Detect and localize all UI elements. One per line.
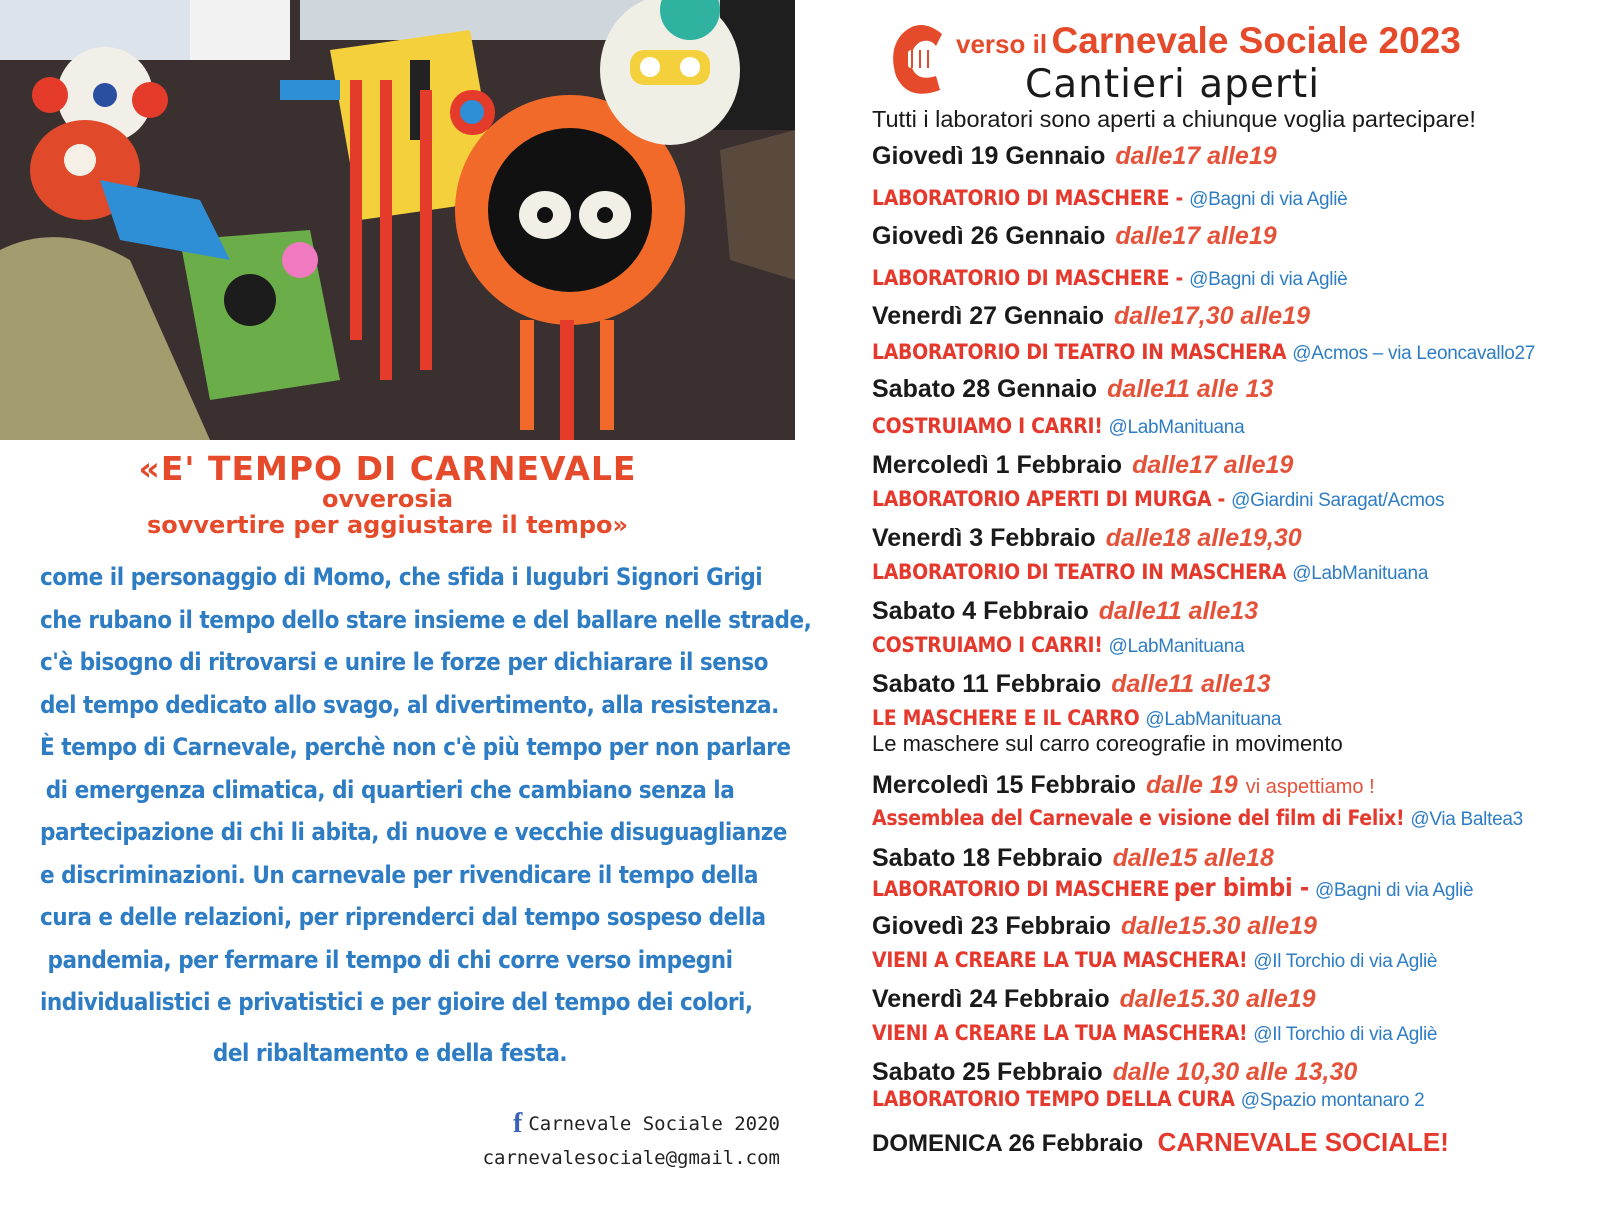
- event-description: Le maschere sul carro coreografie in movimento: [872, 731, 1343, 756]
- event-time: dalle11 alle 13: [1107, 375, 1274, 403]
- event-place: @Bagni di via Agliè: [1314, 880, 1474, 901]
- event-activity-line: [872, 266, 1347, 291]
- event-activity: LABORATORIO DI MASCHERE -: [872, 266, 1184, 290]
- event-time: dalle 19: [1145, 771, 1238, 799]
- event-activity-line: [872, 1087, 1424, 1112]
- event-time: dalle17 alle19: [1115, 142, 1277, 170]
- event-activity: COSTRUIAMO I CARRI!: [872, 414, 1103, 438]
- event-time: dalle18 alle19,30: [1105, 524, 1302, 552]
- manifesto-line: e discriminazioni. Un carnevale per rivendicare il tempo della: [40, 860, 758, 889]
- event-place: @LabManituana: [1108, 417, 1245, 438]
- final-event: [872, 1127, 1449, 1158]
- event-time: dalle11 alle13: [1111, 670, 1271, 698]
- event-activity-line: [872, 633, 1244, 658]
- header-title-main: Carnevale Sociale 2023: [1051, 20, 1461, 61]
- event-date-line: [872, 912, 1317, 941]
- event-date-line: [872, 142, 1277, 171]
- manifesto-line: partecipazione di chi li abita, di nuove e vecchie disuguaglianze: [40, 818, 787, 846]
- manifesto-line: c'è bisogno di ritrovarsi e unire le forze per dichiarare il senso: [40, 648, 768, 676]
- manifesto-line: individualistici e privatistici e per gioire del tempo dei colori,: [40, 988, 753, 1016]
- event-activity-line: [872, 560, 1428, 585]
- manifesto-line: del tempo dedicato allo svago, al divertimento, alla resistenza.: [40, 690, 779, 719]
- event-activity: LABORATORIO TEMPO DELLA CURA: [872, 1087, 1235, 1111]
- header-subtitle: Cantieri aperti: [1025, 62, 1321, 107]
- event-date-line: [872, 985, 1316, 1014]
- event-time: dalle17,30 alle19: [1114, 302, 1311, 330]
- event-day: Sabato 11 Febbraio: [872, 670, 1102, 698]
- event-place: @Il Torchio di via Agliè: [1253, 951, 1438, 972]
- event-time: dalle15 alle18: [1112, 844, 1274, 872]
- event-place: @Via Baltea3: [1410, 809, 1523, 830]
- event-activity: LABORATORIO DI MASCHERE: [872, 877, 1170, 901]
- manifesto-line: che rubano il tempo dello stare insieme e del ballare nelle strade,: [40, 605, 812, 634]
- event-time: dalle15.30 alle19: [1119, 985, 1316, 1013]
- event-activity: COSTRUIAMO I CARRI!: [872, 633, 1103, 657]
- event-day: Sabato 18 Febbraio: [872, 844, 1103, 872]
- manifesto-last-line: del ribaltamento e della festa.: [212, 1038, 568, 1067]
- event-day: Sabato 28 Gennaio: [872, 375, 1098, 403]
- manifesto-body: [40, 556, 812, 1074]
- manifesto-line: come il personaggio di Momo, che sfida i lugubri Signori Grigi: [40, 563, 763, 591]
- event-activity: LE MASCHERE E IL CARRO: [872, 706, 1140, 730]
- event-place: @Bagni di via Agliè: [1189, 189, 1348, 210]
- event-day: Venerdì 27 Gennaio: [872, 302, 1105, 330]
- manifesto-title: «E' TEMPO DI CARNEVALE: [138, 449, 637, 488]
- event-time: dalle15.30 alle19: [1120, 912, 1317, 940]
- event-activity: LABORATORIO DI TEATRO IN MASCHERA: [872, 560, 1287, 584]
- event-time: dalle17 alle19: [1115, 222, 1277, 250]
- event-date-line: [872, 771, 1375, 800]
- manifesto-line: di emergenza climatica, di quartieri che cambiano senza la: [45, 775, 735, 804]
- event-date-line: [872, 451, 1293, 480]
- event-activity-line: [872, 414, 1244, 439]
- event-activity-line: [872, 487, 1444, 512]
- event-activity: LABORATORIO DI TEATRO IN MASCHERA: [872, 340, 1287, 364]
- carnival-c-logo-icon: [890, 20, 950, 100]
- manifesto-line: cura e delle relazioni, per riprenderci dal tempo sospeso della: [40, 903, 766, 931]
- schedule-header: [890, 18, 1570, 108]
- event-date-line: [872, 302, 1310, 331]
- event-day: Venerdì 3 Febbraio: [872, 524, 1096, 552]
- event-time: dalle 10,30 alle 13,30: [1112, 1058, 1358, 1086]
- event-activity-line: [872, 806, 1523, 831]
- event-day: Giovedì 23 Febbraio: [872, 912, 1111, 940]
- event-activity: LABORATORIO APERTI DI MURGA -: [872, 487, 1226, 511]
- event-activity-line: [872, 948, 1437, 973]
- event-place: @Bagni di via Agliè: [1189, 269, 1348, 290]
- event-day: Sabato 25 Febbraio: [872, 1058, 1103, 1086]
- event-place: @LabManituana: [1108, 636, 1245, 657]
- event-day: Giovedì 19 Gennaio: [872, 142, 1106, 170]
- event-place: @Spazio montanaro 2: [1240, 1090, 1425, 1111]
- event-place: @Acmos – via Leoncavallo27: [1292, 343, 1536, 364]
- facebook-link[interactable]: [513, 1108, 780, 1140]
- event-activity-line: [872, 186, 1347, 211]
- final-event-activity: CARNEVALE SOCIALE!: [1157, 1127, 1449, 1157]
- event-time: dalle17 alle19: [1132, 451, 1294, 479]
- event-day: Sabato 4 Febbraio: [872, 597, 1089, 625]
- contact-email[interactable]: carnevalesociale@gmail.com: [482, 1147, 780, 1169]
- event-time: dalle11 alle13: [1098, 597, 1259, 625]
- header-title: [956, 20, 1461, 62]
- event-date-line: [872, 524, 1302, 553]
- event-activity-line: [872, 1021, 1437, 1046]
- event-day: Mercoledì 15 Febbraio: [872, 771, 1136, 799]
- event-activity-highlight: per bimbi -: [1173, 873, 1309, 902]
- final-event-day: DOMENICA 26 Febbraio: [872, 1130, 1144, 1157]
- manifesto-subtitle-ovverosia: ovverosia: [321, 485, 454, 513]
- event-date-line: [872, 222, 1277, 251]
- event-activity: VIENI A CREARE LA TUA MASCHERA!: [872, 1021, 1248, 1045]
- event-activity-line: [872, 873, 1473, 902]
- manifesto-subtitle-tempo: sovvertire per aggiustare il tempo»: [146, 511, 629, 539]
- event-date-line: [872, 1058, 1357, 1087]
- manifesto-line: pandemia, per fermare il tempo di chi corre verso impegni: [47, 945, 733, 974]
- facebook-icon: f: [513, 1108, 523, 1139]
- event-activity-line: [872, 340, 1535, 365]
- event-activity: Assemblea del Carnevale e visione del film di Felix!: [872, 806, 1405, 830]
- event-date-line: [872, 670, 1271, 699]
- event-day: Venerdì 24 Febbraio: [872, 985, 1110, 1013]
- event-place: @Il Torchio di via Agliè: [1253, 1024, 1438, 1045]
- event-note: vi aspettiamo !: [1245, 776, 1375, 798]
- facebook-page-name: Carnevale Sociale 2020: [528, 1113, 780, 1135]
- event-activity: VIENI A CREARE LA TUA MASCHERA!: [872, 948, 1248, 972]
- event-place: @Giardini Saragat/Acmos: [1231, 490, 1445, 511]
- event-date-line: [872, 844, 1274, 873]
- manifesto-line: È tempo di Carnevale, perchè non c'è più tempo per non parlare: [40, 733, 791, 761]
- intro-text: Tutti i laboratori sono aperti a chiunque voglia partecipare!: [872, 106, 1476, 132]
- event-activity-line: [872, 706, 1281, 731]
- event-place: @LabManituana: [1145, 709, 1282, 730]
- manifesto-title-block: [0, 449, 795, 539]
- carnival-masks-photo: [0, 0, 795, 440]
- event-activity: LABORATORIO DI MASCHERE -: [872, 186, 1184, 210]
- event-date-line: [872, 375, 1273, 404]
- contact-block: [483, 1108, 780, 1174]
- event-day: Mercoledì 1 Febbraio: [872, 451, 1123, 479]
- event-day: Giovedì 26 Gennaio: [872, 222, 1106, 250]
- event-date-line: [872, 597, 1258, 626]
- header-title-pre: verso il: [956, 29, 1048, 59]
- event-place: @LabManituana: [1292, 563, 1429, 584]
